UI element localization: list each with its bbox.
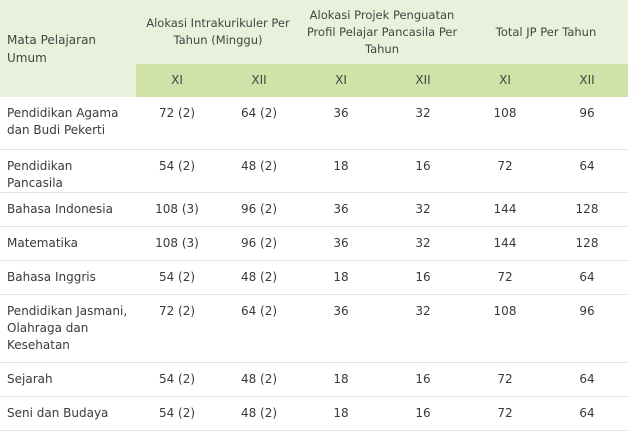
subject-cell: Pendidikan Jasmani, Olahraga dan Kesehatan (0, 294, 136, 362)
value-cell: 48 (2) (218, 362, 300, 396)
subject-cell: Bahasa Indonesia (0, 192, 136, 226)
table-body (0, 97, 628, 430)
value-cell: 128 (546, 192, 628, 226)
value-cell: 64 (546, 260, 628, 294)
value-cell: 32 (382, 294, 464, 362)
value-cell: 128 (546, 226, 628, 260)
value-cell: 72 (464, 149, 546, 192)
value-cell: 108 (464, 97, 546, 149)
value-cell: 72 (464, 396, 546, 430)
value-cell: 18 (300, 362, 382, 396)
value-cell: 16 (382, 149, 464, 192)
header-grade: XI (300, 64, 382, 97)
value-cell: 36 (300, 97, 382, 149)
value-cell: 36 (300, 192, 382, 226)
value-cell: 96 (2) (218, 192, 300, 226)
value-cell: 54 (2) (136, 260, 218, 294)
table-header (0, 0, 628, 97)
table-row (0, 97, 628, 149)
value-cell: 36 (300, 226, 382, 260)
value-cell: 36 (300, 294, 382, 362)
value-cell: 32 (382, 97, 464, 149)
value-cell: 64 (546, 149, 628, 192)
value-cell: 72 (2) (136, 97, 218, 149)
table-row (0, 294, 628, 362)
value-cell: 16 (382, 396, 464, 430)
subject-cell: Pendidikan Pancasila (0, 149, 136, 192)
value-cell: 32 (382, 226, 464, 260)
value-cell: 64 (546, 362, 628, 396)
value-cell: 96 (546, 97, 628, 149)
table-row (0, 260, 628, 294)
value-cell: 48 (2) (218, 396, 300, 430)
value-cell: 48 (2) (218, 149, 300, 192)
header-subject: Mata Pelajaran Umum (0, 0, 136, 97)
header-grade: XI (136, 64, 218, 97)
value-cell: 32 (382, 192, 464, 226)
header-projek: Alokasi Projek Penguatan Profil Pelajar Pancasila Per Tahun (300, 0, 464, 64)
value-cell: 48 (2) (218, 260, 300, 294)
value-cell: 54 (2) (136, 396, 218, 430)
value-cell: 108 (3) (136, 192, 218, 226)
value-cell: 16 (382, 260, 464, 294)
subject-cell: Matematika (0, 226, 136, 260)
table-row (0, 362, 628, 396)
header-grade: XII (546, 64, 628, 97)
value-cell: 64 (546, 396, 628, 430)
value-cell: 18 (300, 260, 382, 294)
table-row (0, 396, 628, 430)
header-total-jp: Total JP Per Tahun (464, 0, 628, 64)
value-cell: 72 (2) (136, 294, 218, 362)
value-cell: 144 (464, 226, 546, 260)
value-cell: 54 (2) (136, 362, 218, 396)
value-cell: 108 (464, 294, 546, 362)
table-row (0, 192, 628, 226)
value-cell: 96 (2) (218, 226, 300, 260)
subject-cell: Pendidikan Agama dan Budi Pekerti (0, 97, 136, 149)
header-grade: XII (382, 64, 464, 97)
value-cell: 108 (3) (136, 226, 218, 260)
subject-cell: Bahasa Inggris (0, 260, 136, 294)
value-cell: 54 (2) (136, 149, 218, 192)
value-cell: 72 (464, 260, 546, 294)
header-grade: XII (218, 64, 300, 97)
value-cell: 16 (382, 362, 464, 396)
header-grade: XI (464, 64, 546, 97)
value-cell: 144 (464, 192, 546, 226)
value-cell: 96 (546, 294, 628, 362)
value-cell: 72 (464, 362, 546, 396)
subject-cell: Seni dan Budaya (0, 396, 136, 430)
value-cell: 18 (300, 149, 382, 192)
subject-cell: Sejarah (0, 362, 136, 396)
header-row (0, 0, 628, 64)
header-intrakurikuler: Alokasi Intrakurikuler Per Tahun (Minggu) (136, 0, 300, 64)
table-row (0, 149, 628, 192)
value-cell: 64 (2) (218, 97, 300, 149)
value-cell: 18 (300, 396, 382, 430)
value-cell: 64 (2) (218, 294, 300, 362)
table-row (0, 226, 628, 260)
